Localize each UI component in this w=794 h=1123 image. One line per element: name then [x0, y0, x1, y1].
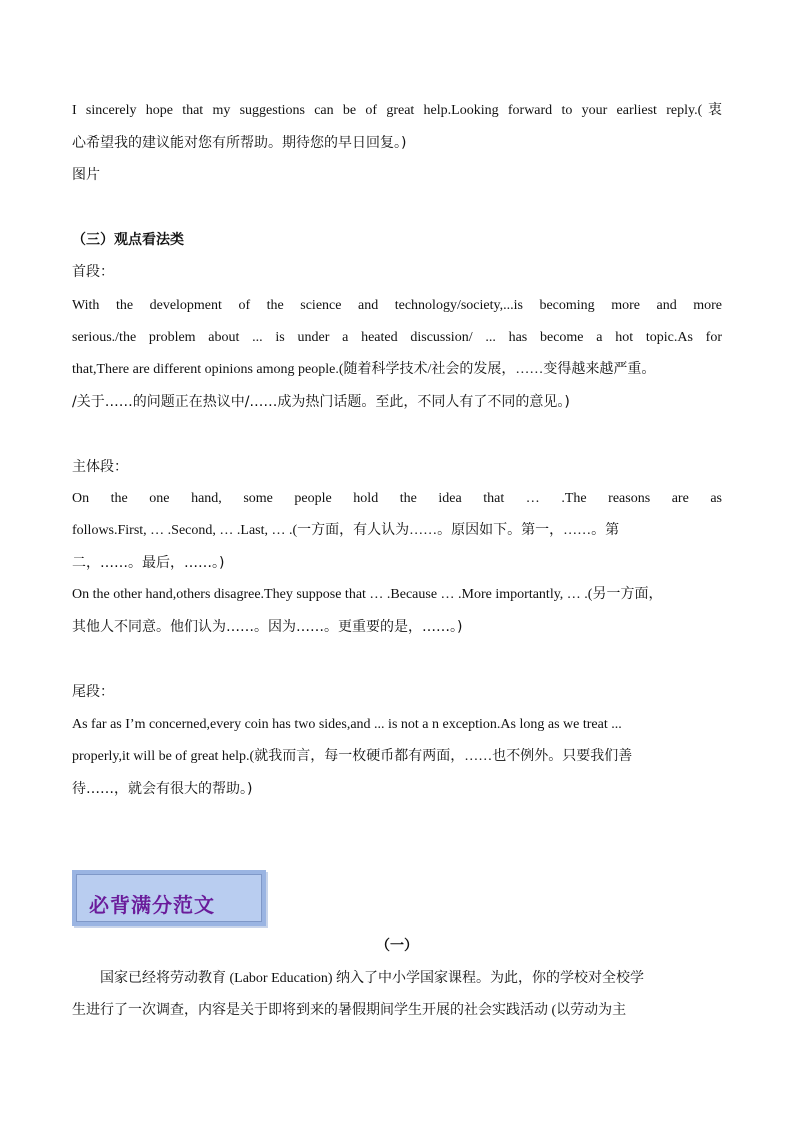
opening-line-3: that,There are different opinions among people.(随着科学技术/社会的发展，……变得越来越严重。 — [72, 362, 656, 377]
opening-line-1: With the development of the science and technology/society,...is becoming more and more — [72, 298, 722, 313]
ending-line-3: 待……，就会有很大的帮助。) — [72, 781, 253, 797]
body-line-3: 二，……。最后，……。) — [72, 555, 225, 571]
opening-label: 首段： — [72, 264, 114, 280]
ending-line-1: As far as I’m concerned,every coin has two sides,and ... is not a n exception.As long as we treat ... — [72, 717, 622, 732]
body-line-4: On the other hand,others disagree.They suppose that … .Because … .More importantly, … .(另一方面， — [72, 587, 663, 602]
ending-label: 尾段： — [72, 684, 114, 700]
section-banner — [72, 870, 266, 926]
section-heading: （三）观点看法类 — [72, 232, 184, 248]
section-banner-inner — [76, 874, 262, 922]
banner-title: 必背满分范文 — [89, 893, 215, 917]
body-label: 主体段： — [72, 459, 128, 475]
image-placeholder-text: 图片 — [72, 167, 100, 183]
essay-number: （一） — [376, 938, 418, 954]
body-line-2: follows.First, … .Second, … .Last, … .(一方面，有人认为……。原因如下。第一，……。第 — [72, 523, 620, 538]
essay-prompt-line-1: 国家已经将劳动教育 (Labor Education) 纳入了中小学国家课程。为此，你的学校对全校学 — [100, 971, 645, 986]
closing-line-1: I sincerely hope that my suggestions can be of great help.Looking forward to your earliest reply.(衷 — [72, 103, 722, 118]
closing-line-2: 心希望我的建议能对您有所帮助。期待您的早日回复。) — [72, 135, 407, 151]
body-line-1: On the one hand, some people hold the idea that … .The reasons are as — [72, 491, 722, 506]
opening-line-4: /关于……的问题正在热议中/……成为热门话题。至此，不同人有了不同的意见。) — [72, 394, 570, 410]
opening-line-2: serious./the problem about ... is under a heated discussion/ ... has become a hot topic.As for — [72, 330, 722, 345]
ending-line-2: properly,it will be of great help.(就我而言，每一枚硬币都有两面，……也不例外。只要我们善 — [72, 749, 633, 764]
essay-prompt-line-2: 生进行了一次调查，内容是关于即将到来的暑假期间学生开展的社会实践活动 (以劳动为主 — [72, 1003, 627, 1018]
body-line-5: 其他人不同意。他们认为……。因为……。更重要的是，……。) — [72, 619, 463, 635]
